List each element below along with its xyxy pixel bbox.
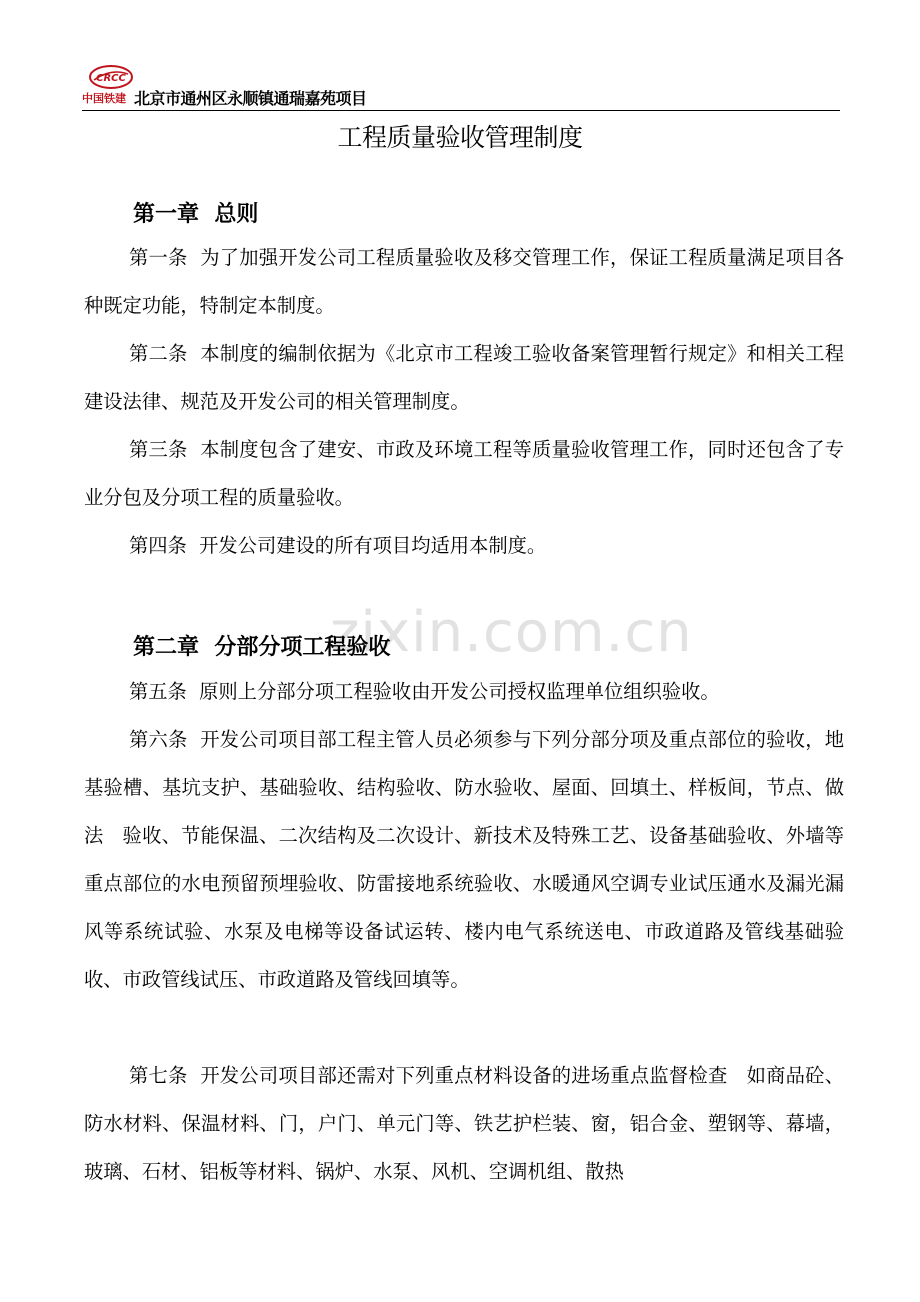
project-name: 北京市通州区永顺镇通瑞嘉苑项目 bbox=[134, 89, 367, 108]
article-3: 第三条 本制度包含了建安、市政及环境工程等质量验收管理工作，同时还包含了专业分包及分项工程的质量验收。 bbox=[84, 438, 844, 509]
article-2: 第二条 本制度的编制依据为《北京市工程竣工验收备案管理暂行规定》和相关工程建设法律、规范及开发公司的相关管理制度。 bbox=[84, 342, 844, 413]
chapter-heading: 第二章 分部分项工程验收 bbox=[133, 635, 391, 660]
svg-text:CRCC: CRCC bbox=[96, 73, 126, 84]
watermark: zixin.com.cn bbox=[330, 600, 693, 665]
logo-company-name: 中国铁建 bbox=[82, 92, 126, 105]
chapter-heading: 第一章 总则 bbox=[133, 202, 259, 227]
article-6: 第六条 开发公司项目部工程主管人员必须参与下列分部分项及重点部位的验收，地基验槽、基坑支护、基础验收、结构验收、防水验收、屋面、回填土、样板间，节点、做法 验收、节能保温、二次结构及二次设计、新技术及特殊工艺、设备基础验收、外墙等重点部位的水电预留预埋验收、防雷接地系统验收、水暖通风空调专业试压通水及漏光漏风等系统试验、水泵及电梯等设备试运转、楼内电气系统送电、市政道路及管线基础验收、市政管线试压、市政道路及管线回填等。 bbox=[84, 728, 844, 991]
article-7: 第七条 开发公司项目部还需对下列重点材料设备的进场重点监督检查 如商品砼、防水材料、保温材料、门，户门、单元门等、铁艺护栏装、窗，铝合金、塑钢等、幕墙，玻璃、石材、铝板等材料、锅炉、水泵、风机、空调机组、散热 bbox=[84, 1064, 844, 1183]
crcc-logo-icon bbox=[88, 64, 134, 90]
article-4: 第四条 开发公司建设的所有项目均适用本制度。 bbox=[129, 534, 547, 557]
article-1: 第一条 为了加强开发公司工程质量验收及移交管理工作，保证工程质量满足项目各种既定功能，特制定本制度。 bbox=[84, 246, 844, 317]
article-5: 第五条 原则上分部分项工程验收由开发公司授权监理单位组织验收。 bbox=[129, 680, 720, 703]
page-header bbox=[82, 62, 840, 111]
document-title: 工程质量验收管理制度 bbox=[337, 123, 583, 152]
